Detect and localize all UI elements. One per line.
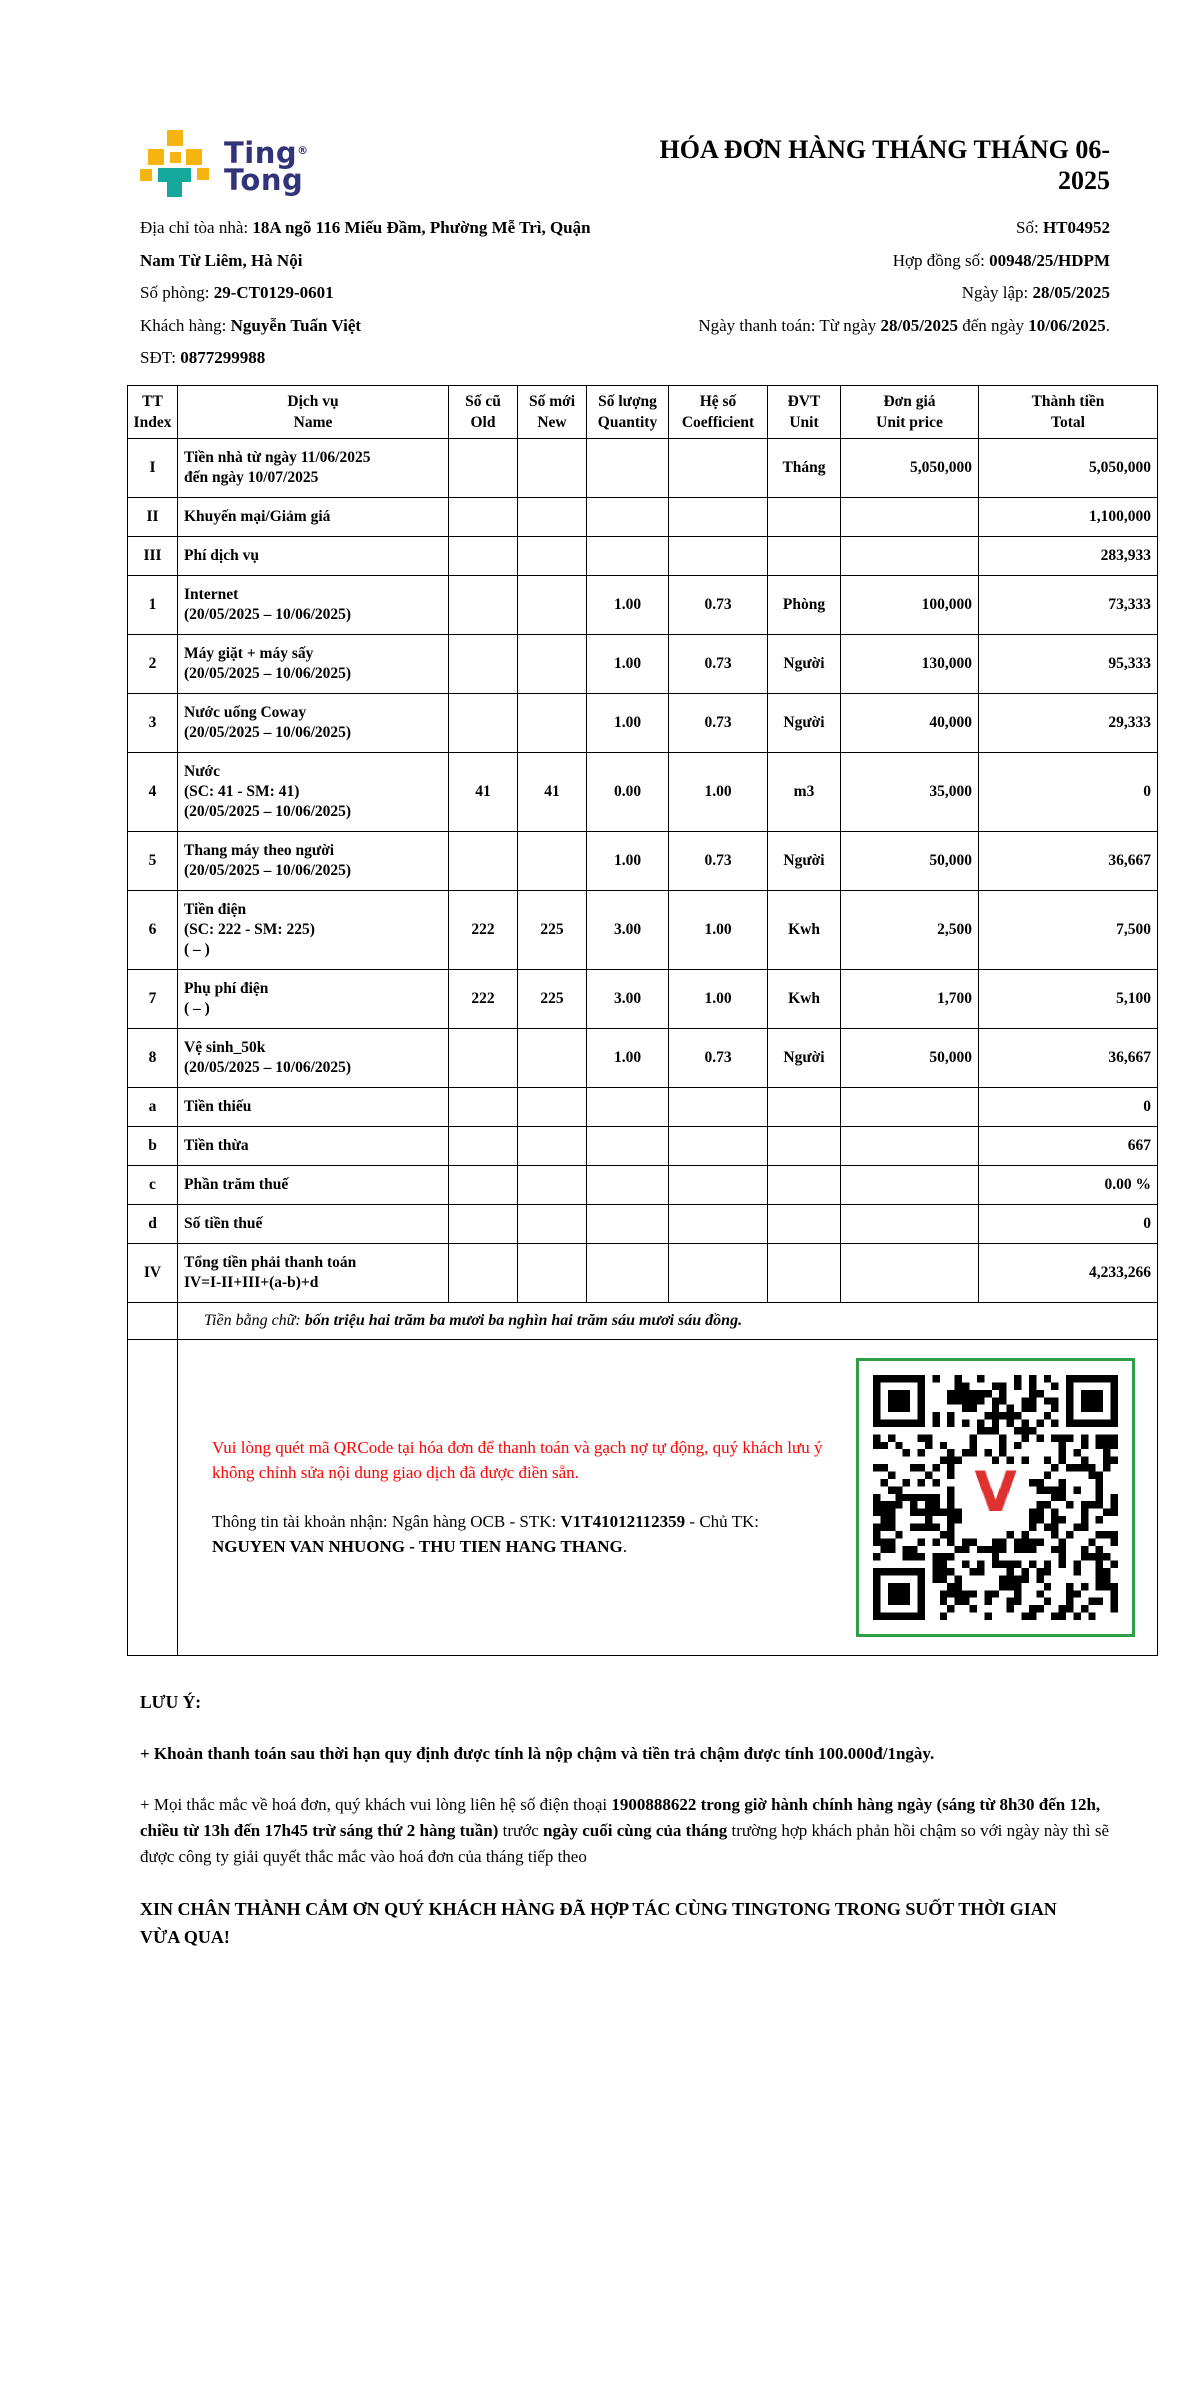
payment-instructions [184,1409,856,1585]
cell-service-name: Nước uống Coway (20/05/2025 – 10/06/2025) [178,693,449,752]
cell-total: 283,933 [979,536,1158,575]
cell-index: b [128,1126,178,1165]
meta-line-text: Hợp đồng số: [892,250,990,270]
cell-new [518,693,587,752]
cell-new [518,1087,587,1126]
brand-wordmark [224,136,309,197]
table-row-b [128,1126,1158,1165]
cell-new [518,438,587,497]
table-row-II [128,497,1158,536]
cell-index: 1 [128,575,178,634]
table-cell-empty [128,1339,178,1655]
table-row-IV [128,1243,1158,1302]
info-line-text: SĐT: [140,348,181,367]
meta-line [598,245,1110,278]
cell-unit: Người [768,693,841,752]
meta-line-text: 28/05/2025 [880,315,958,335]
cell-new [518,1243,587,1302]
cell-coefficient [669,438,768,497]
cell-unit-price [841,1087,979,1126]
cell-quantity: 1.00 [587,634,669,693]
note-text: + Mọi thắc mắc về hoá đơn, quý khách vui lòng liên hệ số điện thoại [140,1794,612,1814]
cell-index: 6 [128,890,178,969]
meta-line-text: Số: [1016,218,1043,237]
cell-service-name: Máy giặt + máy sấy (20/05/2025 – 10/06/2025) [178,634,449,693]
table-header-row [128,385,1158,438]
cell-service-name: Tiền thiếu [178,1087,449,1126]
cell-new [518,1126,587,1165]
cell-total: 667 [979,1126,1158,1165]
cell-quantity [587,438,669,497]
qr-frame [856,1358,1135,1637]
cell-quantity: 1.00 [587,575,669,634]
info-line-text: Khách hàng: [140,315,231,335]
cell-quantity [587,1243,669,1302]
cell-old [449,693,518,752]
table-cell-empty [128,1302,178,1339]
cell-new [518,634,587,693]
meta-line-text: Ngày lập: [961,283,1033,302]
amount-in-words [178,1302,1158,1339]
bank-account-info [212,1509,840,1559]
cell-service-name: Phần trăm thuế [178,1165,449,1204]
table-row-8 [128,1028,1158,1087]
cell-coefficient [669,536,768,575]
info-line [140,277,598,310]
cell-unit [768,497,841,536]
cell-service-name: Phí dịch vụ [178,536,449,575]
cell-index: 7 [128,969,178,1028]
cell-service-name: Số tiền thuế [178,1204,449,1243]
cell-coefficient: 1.00 [669,969,768,1028]
meta-line-text: đến ngày [957,315,1029,335]
info-line-text: 18A ngõ 116 Miếu Đầm, Phường Mễ Trì, Quận [252,218,591,237]
payment-cell [178,1339,1158,1655]
cell-service-name: Tiền thừa [178,1126,449,1165]
cell-unit-price [841,1126,979,1165]
table-row-6 [128,890,1158,969]
cell-old [449,1028,518,1087]
cell-new: 225 [518,890,587,969]
table-row-2 [128,634,1158,693]
cell-unit-price: 50,000 [841,831,979,890]
cell-total: 36,667 [979,831,1158,890]
note-text: 1900888622 trong giờ hành chính hàng ngày (sáng từ 8h30 đến 12h, chiều từ 13h đến 17h45 trừ sáng thứ 2 hàng tuần) [140,1794,1101,1840]
table-row-5 [128,831,1158,890]
info-line-text: 0877299988 [180,348,266,367]
cell-total: 1,100,000 [979,497,1158,536]
bank-account-text: - Chủ TK: [685,1512,759,1531]
cell-coefficient: 0.73 [669,634,768,693]
bank-account-text: Thông tin tài khoản nhận: Ngân hàng OCB - STK: [212,1512,561,1531]
cell-unit: Người [768,831,841,890]
note-text: XIN CHÂN THÀNH CẢM ƠN QUÝ KHÁCH HÀNG ĐÃ HỢP TÁC CÙNG TINGTONG TRONG SUỐT THỜI GIAN [140,1898,1057,1919]
cell-old [449,1126,518,1165]
brand-word-ting: Ting [224,136,298,170]
cell-quantity [587,1204,669,1243]
cell-quantity [587,497,669,536]
tingtong-logo-icon [140,130,212,198]
table-row-III [128,536,1158,575]
meta-line-text: Ngày thanh toán: Từ ngày [698,315,881,335]
cell-old [449,831,518,890]
cell-unit-price [841,536,979,575]
meta-line [598,212,1110,245]
cell-index: a [128,1087,178,1126]
cell-quantity: 1.00 [587,693,669,752]
info-line-text: Nguyễn Tuấn Việt [230,315,362,335]
cell-coefficient: 0.73 [669,693,768,752]
cell-unit-price: 2,500 [841,890,979,969]
invoice-table [127,385,1158,1656]
note-text: ngày cuối cùng của tháng [543,1820,728,1840]
cell-service-name: Phụ phí điện ( – ) [178,969,449,1028]
qr-instruction-note: Vui lòng quét mã QRCode tại hóa đơn để thanh toán và gạch nợ tự động, quý khách lưu ý không chỉnh sửa nội dung giao dịch đã được điền sẵn. [212,1438,823,1482]
cell-unit-price [841,1204,979,1243]
cell-old [449,1204,518,1243]
cell-total: 4,233,266 [979,1243,1158,1302]
cell-index: IV [128,1243,178,1302]
bank-account-text: NGUYEN VAN NHUONG - THU TIEN HANG THANG [212,1537,623,1556]
cell-coefficient [669,1204,768,1243]
cell-coefficient: 0.73 [669,831,768,890]
table-row-4 [128,752,1158,831]
note-item [140,1895,1140,1951]
table-row-7 [128,969,1158,1028]
cell-total: 73,333 [979,575,1158,634]
cell-unit-price: 100,000 [841,575,979,634]
brand-word-tong: Tong [224,163,304,197]
cell-service-name: Thang máy theo người (20/05/2025 – 10/06/2025) [178,831,449,890]
table-header-cell: TT Index [128,385,178,438]
cell-unit [768,536,841,575]
tingtong-logo [140,130,309,198]
info-line-text: Địa chỉ tòa nhà: [140,218,253,237]
cell-unit [768,1204,841,1243]
table-row-a [128,1087,1158,1126]
cell-quantity [587,536,669,575]
invoice-meta [598,212,1110,375]
cell-old [449,536,518,575]
cell-unit [768,1243,841,1302]
cell-new [518,1165,587,1204]
cell-unit-price: 40,000 [841,693,979,752]
cell-old [449,1165,518,1204]
info-line [140,310,598,343]
cell-old [449,575,518,634]
cell-unit-price [841,497,979,536]
amount-in-words-label: Tiền bằng chữ: [204,1311,305,1329]
meta-line-text: . [1105,315,1110,335]
cell-coefficient [669,497,768,536]
cell-unit-price: 35,000 [841,752,979,831]
table-row-1 [128,575,1158,634]
cell-quantity: 1.00 [587,1028,669,1087]
customer-info [140,212,598,375]
invoice-header [140,130,1110,198]
cell-unit-price: 5,050,000 [841,438,979,497]
table-header-cell: ĐVT Unit [768,385,841,438]
cell-coefficient [669,1243,768,1302]
cell-index: d [128,1204,178,1243]
cell-old [449,497,518,536]
notes-heading: LƯU Ý: [140,1691,202,1712]
cell-unit [768,1087,841,1126]
table-header-cell: Số cũ Old [449,385,518,438]
table-header-cell: Thành tiền Total [979,385,1158,438]
cell-unit-price: 130,000 [841,634,979,693]
cell-unit: Người [768,1028,841,1087]
note-text: + Khoản thanh toán sau thời hạn quy định được tính là nộp chậm và tiền trả chậm được tính 100.000đ/1ngày. [140,1743,935,1763]
cell-service-name: Tổng tiền phải thanh toán IV=I-II+III+(a-b)+d [178,1243,449,1302]
cell-total: 0 [979,1204,1158,1243]
note-item [140,1792,1140,1870]
cell-unit: Tháng [768,438,841,497]
note-text: trường hợp khách phản hồi chậm so với ngày này thì sẽ được công ty giải quyết thắc mắc vào hoá đơn của tháng tiếp theo [140,1820,1110,1866]
cell-new [518,1204,587,1243]
invoice-title-line2: 2025 [1058,166,1110,195]
table-header-cell: Số lượng Quantity [587,385,669,438]
cell-old: 41 [449,752,518,831]
cell-coefficient [669,1165,768,1204]
cell-service-name: Khuyến mại/Giảm giá [178,497,449,536]
cell-service-name: Internet (20/05/2025 – 10/06/2025) [178,575,449,634]
cell-index: 5 [128,831,178,890]
cell-index: I [128,438,178,497]
cell-quantity: 1.00 [587,831,669,890]
registered-mark: ® [297,144,309,157]
cell-total: 0.00 % [979,1165,1158,1204]
info-line-text: 29-CT0129-0601 [213,283,334,302]
qr-row [128,1339,1158,1655]
meta-line [598,310,1110,343]
info-line [140,342,598,375]
cell-old [449,634,518,693]
cell-unit [768,1165,841,1204]
cell-quantity [587,1087,669,1126]
cell-total: 29,333 [979,693,1158,752]
qr-code [873,1375,1118,1620]
cell-total: 36,667 [979,1028,1158,1087]
cell-unit-price [841,1165,979,1204]
cell-total: 5,050,000 [979,438,1158,497]
cell-new [518,831,587,890]
cell-coefficient [669,1087,768,1126]
table-row-d [128,1204,1158,1243]
cell-total: 0 [979,1087,1158,1126]
footer-notes [140,1692,1140,1951]
meta-line-text: 00948/25/HDPM [989,250,1110,270]
cell-index: II [128,497,178,536]
table-row-c [128,1165,1158,1204]
cell-old [449,1243,518,1302]
cell-service-name: Tiền điện (SC: 222 - SM: 225) ( – ) [178,890,449,969]
table-header-cell: Dịch vụ Name [178,385,449,438]
table-row-I [128,438,1158,497]
cell-old: 222 [449,969,518,1028]
invoice-info [140,212,1110,375]
meta-line-text: 10/06/2025 [1028,315,1106,335]
cell-new: 41 [518,752,587,831]
invoice-title-line1: HÓA ĐƠN HÀNG THÁNG THÁNG 06- [659,135,1110,164]
cell-total: 0 [979,752,1158,831]
invoice-title [510,134,1110,196]
cell-index: 3 [128,693,178,752]
cell-unit: Người [768,634,841,693]
cell-coefficient: 0.73 [669,575,768,634]
table-row-3 [128,693,1158,752]
bank-account-text: V1T41012112359 [560,1512,686,1531]
cell-unit-price: 50,000 [841,1028,979,1087]
cell-total: 5,100 [979,969,1158,1028]
note-text: trước [498,1820,544,1840]
cell-new: 225 [518,969,587,1028]
meta-line-text: HT04952 [1042,218,1110,237]
cell-coefficient: 0.73 [669,1028,768,1087]
note-text: VỪA QUA! [140,1926,230,1947]
cell-new [518,575,587,634]
cell-index: c [128,1165,178,1204]
cell-old [449,1087,518,1126]
cell-quantity [587,1165,669,1204]
cell-total: 7,500 [979,890,1158,969]
cell-coefficient [669,1126,768,1165]
amount-in-words-row [128,1302,1158,1339]
cell-service-name: Vệ sinh_50k (20/05/2025 – 10/06/2025) [178,1028,449,1087]
table-header-cell: Hệ số Coefficient [669,385,768,438]
table-header-cell: Đơn giá Unit price [841,385,979,438]
cell-index: III [128,536,178,575]
cell-unit: m3 [768,752,841,831]
info-line [140,245,598,278]
cell-unit-price: 1,700 [841,969,979,1028]
cell-index: 8 [128,1028,178,1087]
cell-unit: Kwh [768,969,841,1028]
cell-new [518,497,587,536]
bank-account-text: . [622,1537,627,1556]
cell-index: 2 [128,634,178,693]
cell-quantity [587,1126,669,1165]
amount-in-words-value: bốn triệu hai trăm ba mươi ba nghìn hai trăm sáu mươi sáu đồng. [304,1311,743,1329]
cell-unit-price [841,1243,979,1302]
cell-quantity: 3.00 [587,969,669,1028]
info-line [140,212,598,245]
cell-quantity: 0.00 [587,752,669,831]
cell-unit [768,1126,841,1165]
cell-unit: Phòng [768,575,841,634]
cell-old: 222 [449,890,518,969]
cell-quantity: 3.00 [587,890,669,969]
cell-coefficient: 1.00 [669,752,768,831]
cell-new [518,1028,587,1087]
cell-service-name: Nước (SC: 41 - SM: 41) (20/05/2025 – 10/06/2025) [178,752,449,831]
cell-index: 4 [128,752,178,831]
info-line-text: Nam Từ Liêm, Hà Nội [140,250,303,270]
cell-unit: Kwh [768,890,841,969]
cell-service-name: Tiền nhà từ ngày 11/06/2025 đến ngày 10/07/2025 [178,438,449,497]
note-item [140,1741,1140,1767]
cell-new [518,536,587,575]
meta-line [598,277,1110,310]
cell-old [449,438,518,497]
table-header-cell: Số mới New [518,385,587,438]
cell-coefficient: 1.00 [669,890,768,969]
info-line-text: Số phòng: [140,283,214,302]
cell-total: 95,333 [979,634,1158,693]
meta-line-text: 28/05/2025 [1032,283,1110,302]
